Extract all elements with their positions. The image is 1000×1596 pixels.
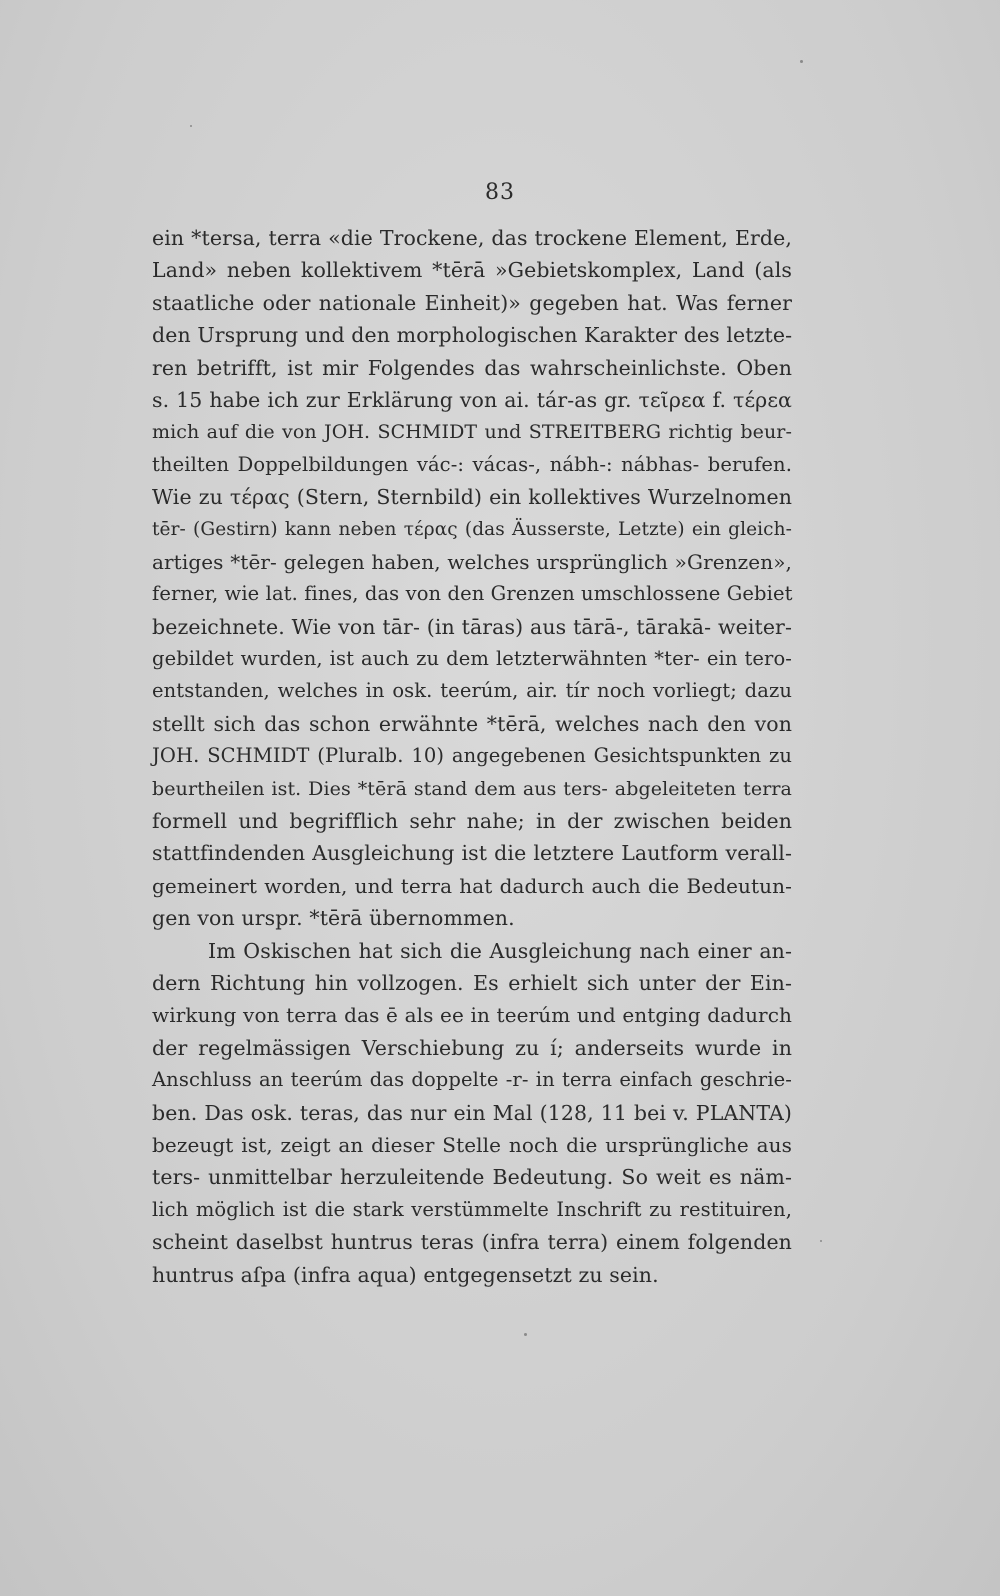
text-line: JOH. SCHMIDT (Pluralb. 10) angegebenen Gesichtspunkten zu [152,744,792,768]
paper-speck [524,1333,527,1336]
text-line: beurtheilen ist. Dies *tērā stand dem aus ters- abgeleiteten terra [152,777,792,800]
text-line: Im Oskischen hat sich die Ausgleichung nach einer an- [208,938,792,963]
body-text [152,222,792,1291]
text-line: bezeugt ist, zeigt an dieser Stelle noch die ursprüngliche aus [152,1132,792,1157]
text-line: wirkung von terra das ē als ee in teerúm und entging dadurch [152,1003,792,1028]
page-number: 83 [485,180,515,205]
text-line: staatliche oder nationale Einheit)» gegeben hat. Was ferner [152,290,792,315]
text-line: entstanden, welches in osk. teerúm, air. tír noch vorliegt; dazu [152,679,792,703]
paper-speck [190,125,192,127]
text-line: ferner, wie lat. fines, das von den Grenzen umschlossene Gebiet [152,582,793,606]
text-line: der regelmässigen Verschiebung zu í; anderseits wurde in [152,1035,792,1060]
text-line: theilten Doppelbildungen vác-: vácas-, nábh-: nábhas- berufen. [152,452,792,476]
text-line: dern Richtung hin vollzogen. Es erhielt sich unter der Ein- [152,970,792,995]
text-line: stellt sich das schon erwähnte *tērā, welches nach den von [152,711,792,736]
text-line: Anschluss an teerúm das doppelte -r- in terra einfach geschrie- [152,1068,792,1092]
text-line: artiges *tēr- gelegen haben, welches ursprünglich »Grenzen», [152,549,792,574]
text-line: gebildet wurden, ist auch zu dem letzterwähnten *ter- ein tero- [152,647,792,671]
text-line: den Ursprung und den morphologischen Karakter des letzte- [152,323,793,348]
text-line: scheint daselbst huntrus teras (infra terra) einem folgenden [152,1230,792,1255]
text-line: stattfindenden Ausgleichung ist die letztere Lautform verall- [152,841,792,866]
text-line: gemeinert worden, und terra hat dadurch auch die Bedeutun- [152,873,792,898]
text-line: ein *tersa, terra «die Trockene, das trockene Element, Erde, [152,226,792,250]
text-line: s. 15 habe ich zur Erklärung von ai. tár-as gr. τεῖρεα f. τέρεα [152,387,792,412]
text-line: tēr- (Gestirn) kann neben τέρας (das Äusserste, Letzte) ein gleich- [152,518,792,540]
text-line: huntrus aſpa (infra aqua) entgegensetzt zu sein. [152,1262,659,1287]
text-line: formell und begrifflich sehr nahe; in der zwischen beiden [152,809,792,834]
paper-speck [800,60,803,63]
text-line: bezeichnete. Wie von tār- (in tāras) aus tārā-, tārakā- weiter- [152,614,792,639]
paper-speck [820,1240,822,1242]
text-line: ren betrifft, ist mir Folgendes das wahrscheinlichste. Oben [152,355,792,380]
text-line: lich möglich ist die stark verstümmelte Inschrift zu restituiren, [152,1197,792,1221]
text-line: ters- unmittelbar herzuleitende Bedeutung. So weit es näm- [152,1165,792,1190]
text-line: mich auf die von JOH. SCHMIDT und STREITBERG richtig beur- [152,421,792,444]
text-line: ben. Das osk. teras, das nur ein Mal (128, 11 bei v. PLANTA) [152,1100,792,1125]
text-line: gen von urspr. *tērā übernommen. [152,906,515,931]
text-line: Wie zu τέρας (Stern, Sternbild) ein kollektives Wurzelnomen [152,485,792,510]
text-line: Land» neben kollektivem *tērā »Gebietskomplex, Land (als [152,258,792,283]
